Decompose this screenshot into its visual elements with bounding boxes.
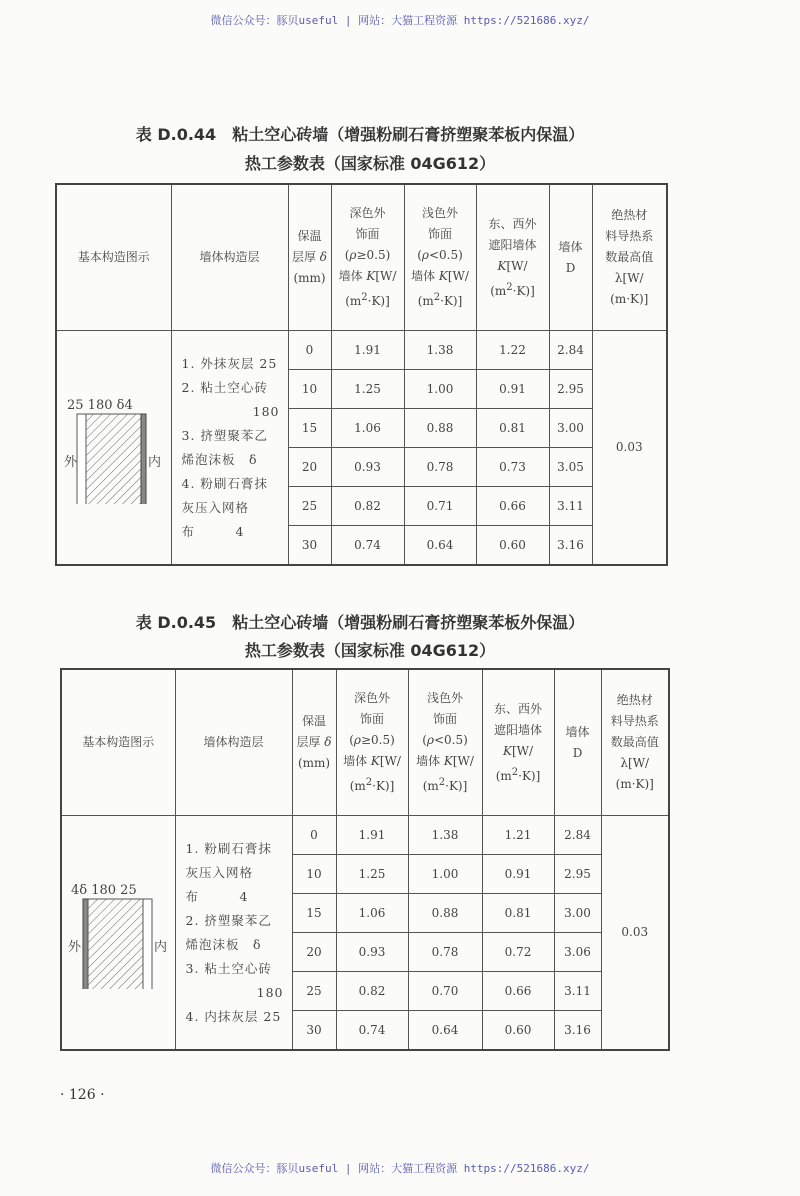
table-cell: 10 xyxy=(288,370,331,409)
table-cell: 30 xyxy=(292,1011,336,1051)
column-header: 东、西外 遮阳墙体 K[W/ $(m^2\cdot K)$] xyxy=(482,669,554,816)
table-cell: 20 xyxy=(292,933,336,972)
table-row xyxy=(61,816,669,855)
table-cell: 2.84 xyxy=(554,816,601,855)
table-cell: 0.88 xyxy=(404,409,476,448)
table-cell: 1.06 xyxy=(331,409,404,448)
page-number: · 126 · xyxy=(60,1087,105,1103)
svg-text:内: 内 xyxy=(154,940,168,955)
layer-line: 3. 粘土空心砖 xyxy=(185,960,272,976)
table-title-line2: 热工参数表（国家标准 04G612） xyxy=(244,154,496,173)
wall-layers xyxy=(175,816,292,1051)
column-header: 保温 层厚 δ (mm) xyxy=(292,669,336,816)
table-cell: 0.66 xyxy=(482,972,554,1011)
table-cell: 1.91 xyxy=(336,816,408,855)
table-cell: 0.93 xyxy=(336,933,408,972)
table-cell: 0.93 xyxy=(331,448,404,487)
layer-line: 布 4 xyxy=(185,888,249,904)
table-cell: 15 xyxy=(292,894,336,933)
table-cell: 1.25 xyxy=(336,855,408,894)
column-header: 基本构造图示 xyxy=(61,669,175,816)
table-cell: 25 xyxy=(288,487,331,526)
table-cell: 1.38 xyxy=(408,816,482,855)
layer-line: 烯泡沫板 δ xyxy=(185,936,262,952)
svg-text:外: 外 xyxy=(68,940,82,955)
table-cell: 1.00 xyxy=(404,370,476,409)
table-cell: 0.91 xyxy=(476,370,549,409)
table-cell: 0.78 xyxy=(404,448,476,487)
column-header: 墙体构造层 xyxy=(175,669,292,816)
layer-line: 4. 粉刷石膏抹 xyxy=(181,475,268,491)
table-cell: 0.70 xyxy=(408,972,482,1011)
column-header: 深色外 饰面 (ρ≥0.5) 墙体 K[W/ $(m^2\cdot K)$] xyxy=(331,184,404,331)
table-cell: 0.82 xyxy=(331,487,404,526)
table-cell: 1.38 xyxy=(404,331,476,370)
layer-line: 布 4 xyxy=(181,523,245,539)
svg-text:4δ 180 25: 4δ 180 25 xyxy=(71,883,137,898)
column-header xyxy=(549,184,592,331)
table-cell: 1.21 xyxy=(482,816,554,855)
table-cell: 0.64 xyxy=(404,526,476,566)
lambda-value: 0.03 xyxy=(601,816,669,1051)
table-cell: 0.72 xyxy=(482,933,554,972)
table-cell: 3.11 xyxy=(549,487,592,526)
table-cell: 1.91 xyxy=(331,331,404,370)
thermal-table xyxy=(55,183,668,566)
table-cell: 0 xyxy=(288,331,331,370)
column-header: 绝热材 料导热系 数最高值 λ[W/ (m·K)] xyxy=(601,669,669,816)
table-title-line1: 表 D.0.44 粘土空心砖墙（增强粉刷石膏挤塑聚苯板内保温） xyxy=(135,125,585,144)
table-cell: 0.66 xyxy=(476,487,549,526)
layer-line: 1. 粉刷石膏抹 xyxy=(185,840,272,856)
table-cell: 0.74 xyxy=(336,1011,408,1051)
table-cell: 3.11 xyxy=(554,972,601,1011)
layer-line: 3. 挤塑聚苯乙 xyxy=(181,427,268,443)
layer-line: 灰压入网格 xyxy=(185,864,254,880)
layer-line: 2. 粘土空心砖 xyxy=(181,379,268,395)
table-cell: 3.16 xyxy=(554,1011,601,1051)
layer-line: 灰压入网格 xyxy=(181,499,250,515)
table-cell: 3.00 xyxy=(549,409,592,448)
table-cell: 2.95 xyxy=(554,855,601,894)
svg-text:内: 内 xyxy=(147,455,161,470)
table-cell: 0.81 xyxy=(476,409,549,448)
table-cell: 1.25 xyxy=(331,370,404,409)
watermark-top: 微信公众号：豚贝useful | 网站：大猫工程资源 https://521686.xyz/ xyxy=(210,14,590,27)
construction-diagram xyxy=(61,816,175,1051)
table-row xyxy=(56,331,667,370)
layer-line: 180 xyxy=(256,984,284,1000)
watermark-bottom: 微信公众号：豚贝useful | 网站：大猫工程资源 https://521686.xyz/ xyxy=(210,1162,590,1175)
table-cell: 0.71 xyxy=(404,487,476,526)
table-cell: 10 xyxy=(292,855,336,894)
table-cell: 3.06 xyxy=(554,933,601,972)
table-cell: 0 xyxy=(292,816,336,855)
table-cell: 15 xyxy=(288,409,331,448)
table-cell: 0.60 xyxy=(482,1011,554,1051)
svg-text:25 180 δ4: 25 180 δ4 xyxy=(66,398,133,413)
wall-d-header: 墙体D xyxy=(565,724,590,760)
table-title-line1: 表 D.0.45 粘土空心砖墙（增强粉刷石膏挤塑聚苯板外保温） xyxy=(135,613,585,632)
table-cell: 0.88 xyxy=(408,894,482,933)
table-cell: 1.06 xyxy=(336,894,408,933)
wall-d-header: 墙体D xyxy=(558,239,583,275)
column-header: 绝热材 料导热系 数最高值 λ[W/ (m·K)] xyxy=(592,184,667,331)
table-cell: 30 xyxy=(288,526,331,566)
construction-diagram xyxy=(56,331,171,566)
table-cell: 0.78 xyxy=(408,933,482,972)
column-header: 浅色外 饰面 (ρ<0.5) 墙体 K[W/ $(m^2\cdot K)$] xyxy=(404,184,476,331)
column-header: 墙体构造层 xyxy=(171,184,288,331)
table-cell: 3.00 xyxy=(554,894,601,933)
layer-line: 4. 内抹灰层 25 xyxy=(185,1008,282,1024)
table-cell: 0.73 xyxy=(476,448,549,487)
table-cell: 0.82 xyxy=(336,972,408,1011)
table-cell: 3.16 xyxy=(549,526,592,566)
wall-layers xyxy=(171,331,288,566)
layer-line: 2. 挤塑聚苯乙 xyxy=(185,912,272,928)
table-cell: 0.64 xyxy=(408,1011,482,1051)
table-cell: 0.81 xyxy=(482,894,554,933)
layer-line: 1. 外抹灰层 25 xyxy=(181,355,278,371)
table-title-line2: 热工参数表（国家标准 04G612） xyxy=(244,641,496,660)
table-cell: 1.22 xyxy=(476,331,549,370)
column-header: 东、西外 遮阳墙体 K[W/ $(m^2\cdot K)$] xyxy=(476,184,549,331)
column-header: 基本构造图示 xyxy=(56,184,171,331)
column-header: 保温 层厚 δ (mm) xyxy=(288,184,331,331)
table-cell: 2.95 xyxy=(549,370,592,409)
table-cell: 0.60 xyxy=(476,526,549,566)
table-cell: 0.91 xyxy=(482,855,554,894)
column-header: 浅色外 饰面 (ρ<0.5) 墙体 K[W/ $(m^2\cdot K)$] xyxy=(408,669,482,816)
svg-text:外: 外 xyxy=(63,455,77,470)
table-cell: 3.05 xyxy=(549,448,592,487)
thermal-table xyxy=(60,668,670,1051)
table-cell: 0.74 xyxy=(331,526,404,566)
layer-line: 180 xyxy=(252,403,280,419)
column-header xyxy=(554,669,601,816)
table-cell: 20 xyxy=(288,448,331,487)
layer-line: 烯泡沫板 δ xyxy=(181,451,258,467)
column-header: 深色外 饰面 (ρ≥0.5) 墙体 K[W/ $(m^2\cdot K)$] xyxy=(336,669,408,816)
lambda-value: 0.03 xyxy=(592,331,667,566)
table-cell: 25 xyxy=(292,972,336,1011)
table-cell: 2.84 xyxy=(549,331,592,370)
table-cell: 1.00 xyxy=(408,855,482,894)
